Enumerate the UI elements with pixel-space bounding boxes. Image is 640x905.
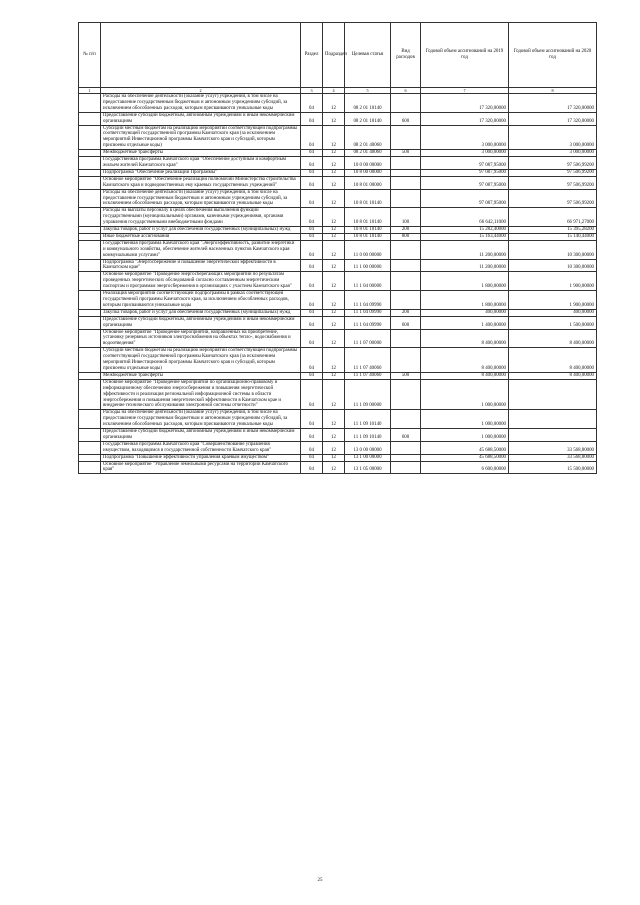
row-expense-type-cell: 600	[391, 112, 421, 125]
table-row	[79, 454, 597, 461]
row-volume-2019-cell: 8 400,00000	[421, 329, 509, 348]
row-name-cell: Межбюджетные трансферты	[101, 372, 301, 379]
row-razdel-cell: 04	[301, 176, 323, 189]
row-number-cell	[79, 169, 101, 176]
row-volume-2019-cell: 45 688,50000	[421, 441, 509, 454]
row-number-cell	[79, 379, 101, 410]
row-number-cell	[79, 309, 101, 316]
row-target-article-cell: 11 1 09 00000	[345, 379, 391, 410]
table-row	[79, 441, 597, 454]
column-number: 7	[421, 88, 509, 94]
row-target-article-cell: 11 1 04 09990	[345, 316, 391, 329]
row-razdel-cell: 04	[301, 461, 323, 474]
row-volume-2020-cell: 33 568,80000	[509, 454, 597, 461]
row-volume-2019-cell: 97 087,95000	[421, 169, 509, 176]
row-name-cell: Основное мероприятие "Обеспечение реализации полномочий Министерства строительства Камчатского края и подведомственных ему краевых государственных учреждений"	[101, 176, 301, 189]
row-volume-2020-cell: 15 140,44000	[509, 233, 597, 240]
header-name	[101, 23, 301, 88]
row-volume-2019-cell: 97 087,95000	[421, 176, 509, 189]
row-volume-2019-cell: 15 163,44000	[421, 233, 509, 240]
row-volume-2020-cell: 33 568,80000	[509, 441, 597, 454]
row-number-cell	[79, 316, 101, 329]
row-expense-type-cell	[391, 125, 421, 150]
row-razdel-cell: 04	[301, 94, 323, 113]
row-podrazdel-cell: 12	[323, 379, 345, 410]
row-expense-type-cell	[391, 94, 421, 113]
row-volume-2020-cell: 66 971,27000	[509, 208, 597, 227]
row-expense-type-cell	[391, 169, 421, 176]
row-number-cell	[79, 372, 101, 379]
row-volume-2019-cell: 1 000,00000	[421, 410, 509, 429]
row-number-cell	[79, 208, 101, 227]
row-name-cell: Субсидии местным бюджетам на реализацию мероприятий соответствующей подпрограммы соответствующей государственной программы Камчатского края (за исключением мероприятий Инвестиционной программы Камчатского края и субсидий, которым присвоены отдельные коды)	[101, 125, 301, 150]
row-name-cell: Закупка товаров, работ и услуг для обеспечения государственных (муниципальных) нужд	[101, 227, 301, 234]
row-number-cell	[79, 94, 101, 113]
row-podrazdel-cell: 12	[323, 189, 345, 208]
row-podrazdel-cell: 12	[323, 316, 345, 329]
column-number: 4	[323, 88, 345, 94]
column-number: 3	[301, 88, 323, 94]
row-target-article-cell: 11 1 04 09990	[345, 309, 391, 316]
row-podrazdel-cell: 12	[323, 329, 345, 348]
row-podrazdel-cell: 12	[323, 240, 345, 259]
row-expense-type-cell: 500	[391, 150, 421, 157]
row-volume-2019-cell: 400,00000	[421, 309, 509, 316]
row-razdel-cell: 04	[301, 227, 323, 234]
row-razdel-cell: 04	[301, 379, 323, 410]
row-number-cell	[79, 348, 101, 373]
row-podrazdel-cell: 12	[323, 169, 345, 176]
row-razdel-cell: 04	[301, 372, 323, 379]
row-target-article-cell: 11 1 07 00000	[345, 329, 391, 348]
table-row	[79, 125, 597, 150]
row-razdel-cell: 04	[301, 441, 323, 454]
row-target-article-cell: 10 8 01 10140	[345, 189, 391, 208]
row-target-article-cell: 13 0 00 00000	[345, 441, 391, 454]
table-row	[79, 189, 597, 208]
row-volume-2020-cell: 8 400,00000	[509, 348, 597, 373]
row-expense-type-cell	[391, 291, 421, 310]
row-volume-2019-cell: 11 200,00000	[421, 240, 509, 259]
row-razdel-cell: 04	[301, 309, 323, 316]
row-razdel-cell: 04	[301, 208, 323, 227]
row-number-cell	[79, 233, 101, 240]
row-podrazdel-cell: 12	[323, 348, 345, 373]
row-podrazdel-cell: 12	[323, 112, 345, 125]
row-name-cell: Расходы на обеспечение деятельности (оказание услуг) учреждений, в том числе на предоставление государственным бюджетным и автономным учреждениям субсидий, за исключением обособленных расходов, которым присваиваются уникальные коды	[101, 94, 301, 113]
table-row	[79, 157, 597, 170]
row-podrazdel-cell: 12	[323, 461, 345, 474]
row-name-cell: Основное мероприятие "Проведение энергосберегающих мероприятий по результатам проведенных энергетических обследований согласно составленным энергетическим паспортам и программам энергосбережения в организациях с участием Камчатского края"	[101, 272, 301, 291]
row-expense-type-cell	[391, 379, 421, 410]
header-podrazdel: Подраздел	[323, 23, 345, 88]
row-volume-2019-cell: 6 600,00000	[421, 461, 509, 474]
row-razdel-cell: 04	[301, 112, 323, 125]
row-volume-2020-cell: 97 506,99200	[509, 189, 597, 208]
row-number-cell	[79, 454, 101, 461]
table-row	[79, 329, 597, 348]
table-body	[79, 94, 597, 474]
row-expense-type-cell: 200	[391, 309, 421, 316]
row-razdel-cell: 04	[301, 454, 323, 461]
row-expense-type-cell	[391, 461, 421, 474]
column-number: 6	[391, 88, 421, 94]
row-expense-type-cell	[391, 240, 421, 259]
row-expense-type-cell	[391, 410, 421, 429]
table-row	[79, 272, 597, 291]
row-podrazdel-cell: 12	[323, 454, 345, 461]
row-expense-type-cell: 600	[391, 429, 421, 442]
row-name-cell: Основное мероприятие "Проведение мероприятий по организационно-правовому и информационному обеспечению энергосбережения и повышения энергетической эффективности и реализация региональной информационной системы в области энергосбережения и повышения энергетической эффективности в Камчатском крае и внедрение технического обслуживания электронной системы отчетности"	[101, 379, 301, 410]
table-row	[79, 309, 597, 316]
row-volume-2020-cell: 3 000,00000	[509, 150, 597, 157]
row-volume-2019-cell: 1 800,00000	[421, 291, 509, 310]
table-row	[79, 240, 597, 259]
row-target-article-cell: 10 8 01 10140	[345, 208, 391, 227]
row-expense-type-cell	[391, 157, 421, 170]
row-name-cell: Расходы на обеспечение деятельности (оказание услуг) учреждений, в том числе на предоставление государственным бюджетным и автономным учреждениям субсидий, за исключением обособленных расходов, которым присваиваются уникальные коды	[101, 410, 301, 429]
row-name-cell: Расходы на обеспечение деятельности (оказание услуг) учреждений, в том числе на предоставление государственным бюджетным и автономным учреждениям субсидий, за исключением обособленных расходов, которым присваиваются уникальные коды	[101, 189, 301, 208]
table-row	[79, 429, 597, 442]
row-expense-type-cell: 200	[391, 227, 421, 234]
row-volume-2019-cell: 1 000,00000	[421, 429, 509, 442]
row-volume-2020-cell: 8 400,00000	[509, 329, 597, 348]
row-target-article-cell: 11 1 00 00000	[345, 259, 391, 272]
row-volume-2019-cell: 97 087,95000	[421, 189, 509, 208]
row-volume-2020-cell: 1 900,00000	[509, 272, 597, 291]
row-volume-2020-cell: 3 000,00000	[509, 125, 597, 150]
row-podrazdel-cell: 12	[323, 125, 345, 150]
row-volume-2019-cell: 1 400,00000	[421, 316, 509, 329]
table-row	[79, 233, 597, 240]
row-name-cell: Субсидии местным бюджетам на реализацию мероприятий соответствующей подпрограммы соответствующей государственной программы Камчатского края (за исключением мероприятий Инвестиционной программы Камчатского края и субсидий, которым присвоены отдельные коды)	[101, 348, 301, 373]
table-row	[79, 410, 597, 429]
table-header-row	[79, 23, 597, 88]
row-expense-type-cell	[391, 176, 421, 189]
row-expense-type-cell	[391, 454, 421, 461]
row-volume-2019-cell: 3 000,00000	[421, 150, 509, 157]
row-razdel-cell: 04	[301, 410, 323, 429]
table-row	[79, 208, 597, 227]
row-volume-2020-cell: 97 506,99200	[509, 157, 597, 170]
row-podrazdel-cell: 12	[323, 429, 345, 442]
header-razdel: Раздел	[301, 23, 323, 88]
row-razdel-cell: 04	[301, 125, 323, 150]
row-name-cell: Реализация мероприятий соответствующей подпрограммы в рамках соответствующей государственной программы Камчатского края, за исключением обособленных расходов, которым присваиваются уникальные коды	[101, 291, 301, 310]
row-volume-2020-cell: 10 300,00000	[509, 240, 597, 259]
row-target-article-cell: 13 1 05 00000	[345, 461, 391, 474]
row-razdel-cell: 04	[301, 233, 323, 240]
table-row	[79, 379, 597, 410]
row-volume-2020-cell: 400,00000	[509, 309, 597, 316]
row-podrazdel-cell: 12	[323, 233, 345, 240]
row-volume-2019-cell: 1 800,00000	[421, 272, 509, 291]
row-volume-2020-cell: 97 506,99200	[509, 176, 597, 189]
budget-table	[78, 22, 597, 474]
column-number: 5	[345, 88, 391, 94]
row-number-cell	[79, 176, 101, 189]
row-volume-2020-cell	[509, 429, 597, 442]
row-volume-2020-cell: 17 320,00000	[509, 94, 597, 113]
row-razdel-cell: 04	[301, 169, 323, 176]
row-name-cell: Предоставление субсидий бюджетным, автономным учреждениям и иным некоммерческим организациям	[101, 316, 301, 329]
row-podrazdel-cell: 12	[323, 441, 345, 454]
row-podrazdel-cell: 12	[323, 157, 345, 170]
row-razdel-cell: 04	[301, 157, 323, 170]
table-row	[79, 176, 597, 189]
row-podrazdel-cell: 12	[323, 372, 345, 379]
row-target-article-cell: 08 2 01 10140	[345, 94, 391, 113]
row-volume-2020-cell	[509, 410, 597, 429]
row-name-cell: Основное мероприятие "Управление земельными ресурсами на территории Камчатского края"	[101, 461, 301, 474]
row-volume-2019-cell: 66 642,11000	[421, 208, 509, 227]
row-name-cell: Подпрограмма "Повышение эффективности управления краевым имуществом"	[101, 454, 301, 461]
row-razdel-cell: 04	[301, 291, 323, 310]
header-volume-2019: Годовой объем ассигнований на 2019 год	[421, 23, 509, 88]
row-name-cell: Предоставление субсидий бюджетным, автономным учреждениям и иным некоммерческим организациям	[101, 112, 301, 125]
row-number-cell	[79, 259, 101, 272]
row-podrazdel-cell: 12	[323, 94, 345, 113]
row-expense-type-cell	[391, 329, 421, 348]
row-target-article-cell: 10 8 00 00000	[345, 169, 391, 176]
row-name-cell: Межбюджетные трансферты	[101, 150, 301, 157]
row-razdel-cell: 04	[301, 329, 323, 348]
row-number-cell	[79, 227, 101, 234]
header-expense-type: Вид расходов	[391, 23, 421, 88]
row-target-article-cell: 08 2 01 40060	[345, 150, 391, 157]
column-number: 8	[509, 88, 597, 94]
row-number-cell	[79, 150, 101, 157]
row-target-article-cell: 10 8 01 10140	[345, 233, 391, 240]
row-volume-2020-cell: 97 506,99200	[509, 169, 597, 176]
row-podrazdel-cell: 12	[323, 309, 345, 316]
row-razdel-cell: 04	[301, 429, 323, 442]
row-podrazdel-cell: 12	[323, 208, 345, 227]
table-row	[79, 150, 597, 157]
row-podrazdel-cell: 12	[323, 176, 345, 189]
row-name-cell: Предоставление субсидий бюджетным, автономным учреждениям и иным некоммерческим организациям	[101, 429, 301, 442]
table-row	[79, 291, 597, 310]
row-volume-2019-cell: 11 200,00000	[421, 259, 509, 272]
row-name-cell: Государственная программа Камчатского края "Обеспечение доступным и комфортным жильем жителей Камчатского края"	[101, 157, 301, 170]
row-volume-2020-cell: 8 400,00000	[509, 372, 597, 379]
row-volume-2019-cell: 17 320,00000	[421, 112, 509, 125]
row-number-cell	[79, 329, 101, 348]
row-name-cell: Подпрограмма "Обеспечение реализации Программы"	[101, 169, 301, 176]
row-podrazdel-cell: 12	[323, 410, 345, 429]
row-razdel-cell: 04	[301, 348, 323, 373]
table-row	[79, 316, 597, 329]
row-target-article-cell: 10 8 01 00000	[345, 176, 391, 189]
row-name-cell: Расходы на выплаты персоналу в целях обеспечения выполнения функций государственными (муниципальными) органами, казенными учреждениями, органами управления государственными внебюджетными фондами	[101, 208, 301, 227]
row-expense-type-cell	[391, 272, 421, 291]
row-target-article-cell: 11 0 00 00000	[345, 240, 391, 259]
column-number: 2	[101, 88, 301, 94]
row-volume-2019-cell: 17 320,00000	[421, 94, 509, 113]
row-volume-2019-cell: 15 282,40000	[421, 227, 509, 234]
row-number-cell	[79, 410, 101, 429]
row-volume-2020-cell: 1 500,00000	[509, 316, 597, 329]
row-razdel-cell: 04	[301, 316, 323, 329]
row-number-cell	[79, 240, 101, 259]
row-volume-2019-cell: 8 400,00000	[421, 372, 509, 379]
row-number-cell	[79, 461, 101, 474]
table-row	[79, 461, 597, 474]
row-razdel-cell: 04	[301, 189, 323, 208]
row-volume-2020-cell: 1 900,00000	[509, 291, 597, 310]
row-target-article-cell: 11 1 07 40060	[345, 372, 391, 379]
row-expense-type-cell: 600	[391, 316, 421, 329]
row-number-cell	[79, 189, 101, 208]
row-volume-2020-cell: 10 300,00000	[509, 259, 597, 272]
row-razdel-cell: 04	[301, 150, 323, 157]
header-target-article: Целевая статья	[345, 23, 391, 88]
table-row	[79, 169, 597, 176]
row-target-article-cell: 11 1 09 10140	[345, 429, 391, 442]
row-expense-type-cell	[391, 189, 421, 208]
table-row	[79, 227, 597, 234]
row-name-cell: Государственная программа Камчатского края "Совершенствование управления имуществом, находящимся в государственной собственности Камчатского края"	[101, 441, 301, 454]
row-expense-type-cell: 100	[391, 208, 421, 227]
row-target-article-cell: 11 1 04 09990	[345, 291, 391, 310]
row-target-article-cell: 13 1 00 00000	[345, 454, 391, 461]
row-number-cell	[79, 125, 101, 150]
row-number-cell	[79, 291, 101, 310]
row-podrazdel-cell: 12	[323, 259, 345, 272]
row-name-cell: Основное мероприятие "Проведение мероприятий, направленных на приобретение, установку резервных источников электроснабжения на объектах тепло-, водоснабжения и водоотведения"	[101, 329, 301, 348]
row-expense-type-cell	[391, 441, 421, 454]
table-row	[79, 372, 597, 379]
row-target-article-cell: 11 1 04 00000	[345, 272, 391, 291]
table-row	[79, 259, 597, 272]
row-podrazdel-cell: 12	[323, 227, 345, 234]
row-expense-type-cell: 800	[391, 233, 421, 240]
row-name-cell: Подпрограмма "Энергосбережение и повышение энергетической эффективности в Камчатском крае"	[101, 259, 301, 272]
row-target-article-cell: 08 2 01 10140	[345, 112, 391, 125]
row-number-cell	[79, 112, 101, 125]
row-expense-type-cell	[391, 348, 421, 373]
row-volume-2019-cell: 97 087,95000	[421, 157, 509, 170]
row-podrazdel-cell: 12	[323, 291, 345, 310]
page-number: 25	[317, 878, 323, 883]
header-number: № п/п	[79, 23, 101, 88]
row-name-cell: Государственная программа Камчатского края "Энергоэффективность, развитие энергетики и коммунального хозяйства, обеспечение жителей населенных пунктов Камчатского края коммунальными услугами"	[101, 240, 301, 259]
row-number-cell	[79, 272, 101, 291]
row-number-cell	[79, 429, 101, 442]
row-volume-2020-cell: 15 500,00000	[509, 461, 597, 474]
row-razdel-cell: 04	[301, 240, 323, 259]
row-volume-2020-cell	[509, 379, 597, 410]
row-volume-2019-cell: 45 688,50000	[421, 454, 509, 461]
row-target-article-cell: 10 8 01 10140	[345, 227, 391, 234]
row-volume-2020-cell: 15 395,28200	[509, 227, 597, 234]
row-razdel-cell: 04	[301, 272, 323, 291]
row-podrazdel-cell: 12	[323, 272, 345, 291]
row-name-cell: Иные бюджетные ассигнования	[101, 233, 301, 240]
row-volume-2019-cell: 8 400,00000	[421, 348, 509, 373]
header-volume-2020: Годовой объем ассигнований на 2020 год	[509, 23, 597, 88]
row-number-cell	[79, 157, 101, 170]
row-target-article-cell: 10 0 00 00000	[345, 157, 391, 170]
row-volume-2019-cell: 3 000,00000	[421, 125, 509, 150]
row-target-article-cell: 11 1 07 40060	[345, 348, 391, 373]
table-row	[79, 94, 597, 113]
row-expense-type-cell: 500	[391, 372, 421, 379]
row-podrazdel-cell: 12	[323, 150, 345, 157]
column-number: 1	[79, 88, 101, 94]
table-row	[79, 348, 597, 373]
row-razdel-cell: 04	[301, 259, 323, 272]
row-name-cell: Закупка товаров, работ и услуг для обеспечения государственных (муниципальных) нужд	[101, 309, 301, 316]
row-expense-type-cell	[391, 259, 421, 272]
row-target-article-cell: 08 2 01 40060	[345, 125, 391, 150]
row-number-cell	[79, 441, 101, 454]
row-volume-2020-cell: 17 320,00000	[509, 112, 597, 125]
row-volume-2019-cell: 1 000,00000	[421, 379, 509, 410]
table-row	[79, 112, 597, 125]
row-target-article-cell: 11 1 09 10140	[345, 410, 391, 429]
